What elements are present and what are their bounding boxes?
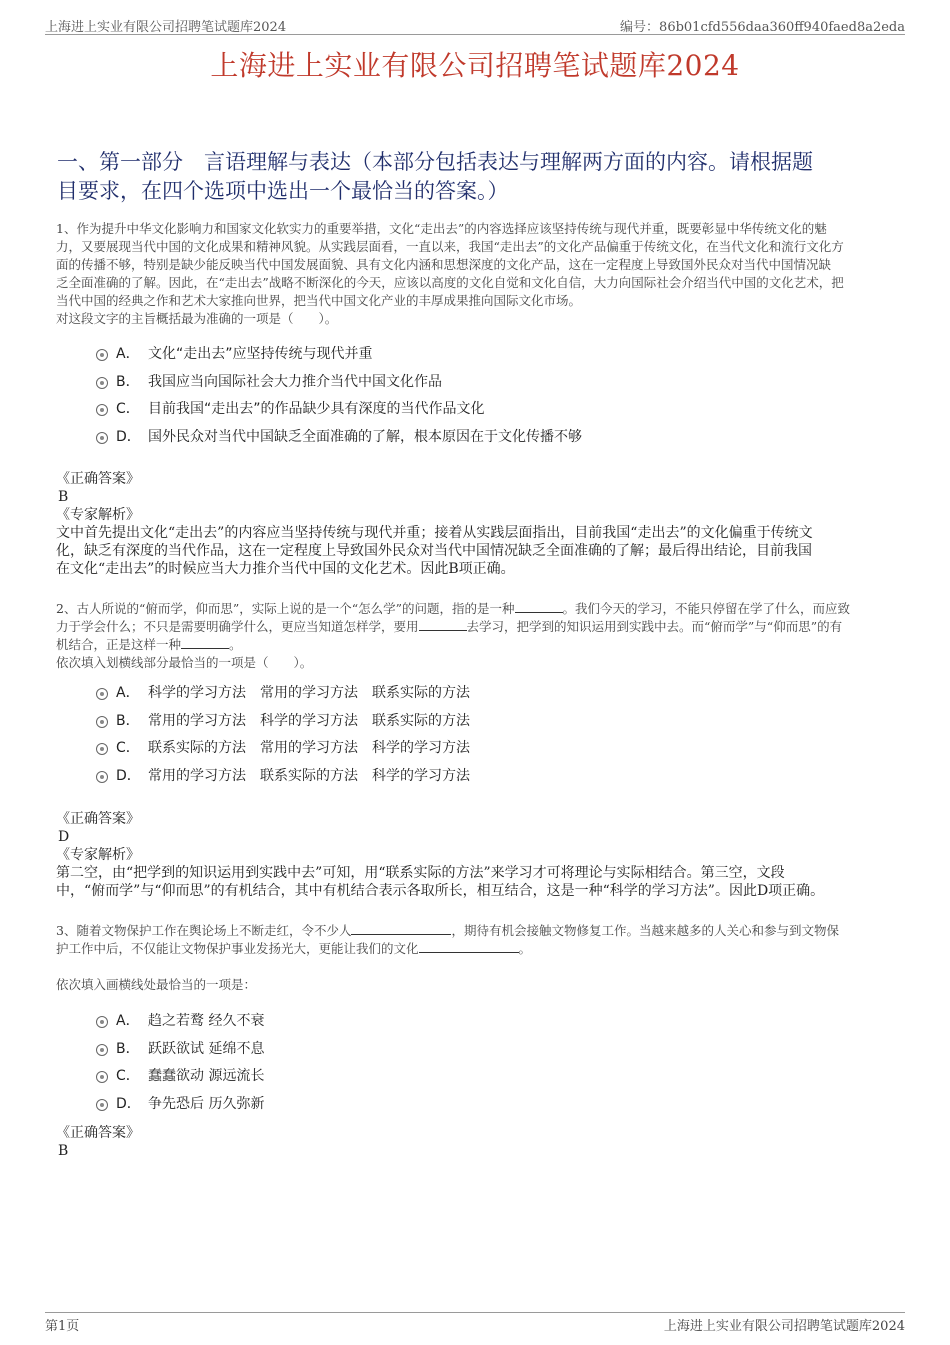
footer-page-number: 第1页: [45, 1319, 80, 1334]
fill-blank: [419, 940, 519, 953]
correct-answer-value: D: [58, 829, 70, 845]
expert-analysis-line: 化，缺乏有深度的当代作品，这在一定程度上导致国外民众对当代中国情况缺乏全面准确的了解；最后得出结论，目前我国: [56, 543, 812, 559]
option-text: 我国应当向国际社会大力推介当代中国文化作品: [148, 373, 442, 390]
section-title-line-1: 一、第一部分 言语理解与表达（本部分包括表达与理解两方面的内容。请根据题: [57, 150, 813, 174]
option-text: 科学的学习方法 常用的学习方法 联系实际的方法: [148, 685, 470, 701]
radio-button-icon[interactable]: [96, 688, 108, 700]
question-2-prompt: 依次填入划横线部分最恰当的一项是（ ）。: [56, 655, 313, 670]
question-1-prompt: 对这段文字的主旨概括最为准确的一项是（ ）。: [56, 311, 338, 326]
option-text: 蠢蠢欲动 源远流长: [148, 1068, 265, 1084]
option-text: 常用的学习方法 科学的学习方法 联系实际的方法: [148, 712, 470, 729]
question-3-stem-line: [56, 940, 901, 958]
option-letter: D．: [116, 428, 141, 445]
stem-text: 去学习，把学到的知识运用到实践中去。而“俯而学”与“仰而思”的有: [466, 619, 843, 634]
option-text: 国外民众对当代中国缺乏全面准确的了解，根本原因在于文化传播不够: [148, 428, 582, 445]
question-3-answer-block: [56, 1124, 886, 1160]
question-1-stem-line: 1、作为提升中华文化影响力和国家文化软实力的重要举措，文化“走出去”的内容选择应该坚持传统与现代并重，既要彰显中华传统文化的魅: [56, 221, 827, 236]
question-1-option-a[interactable]: [96, 343, 856, 371]
question-1-stem-line: 力，又要展现当代中国的文化成果和精神风貌。从实践层面看，一直以来，我国“走出去”的文化产品偏重于传统文化，在当代文化和流行文化方: [56, 239, 844, 254]
radio-button-icon[interactable]: [96, 349, 108, 361]
option-letter: B．: [116, 712, 140, 729]
question-3-option-d[interactable]: [96, 1093, 856, 1121]
question-2-option-d[interactable]: [96, 765, 856, 793]
fill-blank: [515, 600, 563, 613]
footer-doc-name: 上海进上实业有限公司招聘笔试题库2024: [663, 1319, 905, 1334]
question-1-option-c[interactable]: [96, 398, 856, 426]
stem-text: 护工作中后，不仅能让文物保护事业发扬光大，更能让我们的文化: [56, 941, 419, 956]
stem-text: 机结合，正是这样一种: [56, 637, 182, 652]
question-2-stem-line: [56, 600, 901, 618]
stem-text: 。我们今天的学习，不能只停留在学了什么，而应致: [562, 601, 851, 616]
page-header: [45, 14, 905, 35]
question-1-option-b[interactable]: [96, 371, 856, 399]
stem-text: 力于学会什么；不只是需要明确学什么，更应当知道怎样学，要用: [56, 619, 419, 634]
option-letter: C．: [116, 401, 140, 417]
correct-answer-value: B: [58, 1143, 69, 1159]
radio-button-icon[interactable]: [96, 771, 108, 783]
question-1-stem-line: 当代中国的经典之作和艺术大家推向世界，把当代中国文化产业的丰厚成果推向国际文化市场。: [56, 293, 582, 308]
fill-blank: [419, 618, 467, 631]
option-letter: B．: [116, 1040, 140, 1057]
question-2-option-a[interactable]: [96, 682, 856, 710]
expert-analysis-line: 在文化“走出去”的时候应当大力推介当代中国的文化艺术。因此B项正确。: [56, 561, 515, 577]
option-text: 文化“走出去”应坚持传统与现代并重: [148, 346, 373, 362]
option-letter: C．: [116, 1068, 140, 1084]
question-2-stem: [56, 600, 901, 672]
radio-button-icon[interactable]: [96, 1071, 108, 1083]
stem-text: 。: [229, 637, 242, 652]
radio-button-icon[interactable]: [96, 1044, 108, 1056]
option-letter: C．: [116, 740, 140, 756]
option-letter: D．: [116, 767, 141, 784]
question-2-option-c[interactable]: [96, 737, 856, 765]
radio-button-icon[interactable]: [96, 1099, 108, 1111]
question-3-option-a[interactable]: [96, 1010, 856, 1038]
radio-button-icon[interactable]: [96, 377, 108, 389]
page-footer: [45, 1312, 905, 1333]
question-2-stem-line: [56, 636, 901, 654]
question-3-option-b[interactable]: [96, 1038, 856, 1066]
question-3-stem: [56, 922, 901, 994]
stem-text: 3、随着文物保护工作在舆论场上不断走红，令不少人: [56, 923, 352, 938]
header-doc-name: 上海进上实业有限公司招聘笔试题库2024: [45, 20, 287, 35]
radio-button-icon[interactable]: [96, 716, 108, 728]
expert-analysis-label: 《专家解析》: [56, 847, 140, 863]
question-1-stem-line: 面的传播不够，特别是缺少能反映当代中国发展面貌、具有文化内涵和思想深度的文化产品，这在一定程度上导致国外民众对当代中国情况缺: [56, 257, 832, 272]
stem-text: 。: [518, 941, 532, 956]
question-3-option-c[interactable]: [96, 1065, 856, 1093]
question-2-stem-line: [56, 618, 901, 636]
expert-analysis-label: 《专家解析》: [56, 507, 140, 523]
expert-analysis-line: 文中首先提出文化“走出去”的内容应当坚持传统与现代并重；接着从实践层面指出，目前我国“走出去”的文化偏重于传统文: [56, 525, 813, 541]
radio-button-icon[interactable]: [96, 743, 108, 755]
radio-button-icon[interactable]: [96, 404, 108, 416]
option-text: 联系实际的方法 常用的学习方法 科学的学习方法: [148, 740, 470, 756]
question-3-prompt: 依次填入画横线处最恰当的一项是：: [56, 977, 257, 992]
option-letter: A．: [116, 1013, 140, 1029]
section-title: [57, 148, 887, 206]
radio-button-icon[interactable]: [96, 1016, 108, 1028]
header-doc-number: 编号：86b01cfd556daa360ff940faed8a2eda: [620, 20, 905, 35]
question-2-answer-block: [56, 810, 886, 900]
question-2-options: [96, 682, 856, 792]
section-title-line-2: 目要求，在四个选项中选出一个最恰当的答案。）: [57, 179, 509, 203]
correct-answer-label: 《正确答案》: [56, 1125, 140, 1141]
question-3-stem-line: [56, 922, 901, 940]
correct-answer-label: 《正确答案》: [56, 811, 140, 827]
expert-analysis-line: 中，“俯而学”与“仰而思”的有机结合，其中有机结合表示各取所长，相互结合，这是一种“科学的学习方法”。因此D项正确。: [56, 883, 825, 899]
question-1-stem-line: 乏全面准确的了解。因此，在“走出去”战略不断深化的今天，应该以高度的文化自觉和文化自信，大力向国际社会介绍当代中国的文化艺术，把: [56, 275, 844, 290]
option-text: 趋之若鹜 经久不衰: [148, 1013, 265, 1029]
fill-blank: [181, 636, 229, 649]
option-letter: A．: [116, 346, 140, 362]
stem-text: 2、古人所说的“俯而学，仰而思”，实际上说的是一个“怎么学”的问题，指的是一种: [56, 601, 515, 616]
option-letter: A．: [116, 685, 140, 701]
question-1-options: [96, 343, 856, 453]
question-1-option-d[interactable]: [96, 426, 856, 454]
option-text: 争先恐后 历久弥新: [148, 1095, 265, 1112]
question-1-stem: [56, 220, 901, 328]
correct-answer-value: B: [58, 489, 69, 505]
fill-blank: [351, 922, 451, 935]
option-text: 常用的学习方法 联系实际的方法 科学的学习方法: [148, 767, 470, 784]
question-1-answer-block: [56, 470, 886, 578]
question-3-options: [96, 1010, 856, 1120]
option-text: 跃跃欲试 延绵不息: [148, 1040, 265, 1057]
option-text: 目前我国“走出去”的作品缺少具有深度的当代作品文化: [148, 401, 485, 417]
question-2-option-b[interactable]: [96, 710, 856, 738]
radio-button-icon[interactable]: [96, 432, 108, 444]
stem-text: ，期待有机会接触文物修复工作。当越来越多的人关心和参与到文物保: [451, 923, 839, 938]
expert-analysis-line: 第二空，由“把学到的知识运用到实践中去”可知，用“联系实际的方法”来学习才可将理论与实际相结合。第三空，文段: [56, 865, 785, 881]
option-letter: D．: [116, 1095, 141, 1112]
document-title: 上海进上实业有限公司招聘笔试题库2024: [210, 49, 740, 82]
correct-answer-label: 《正确答案》: [56, 471, 140, 487]
option-letter: B．: [116, 373, 140, 390]
